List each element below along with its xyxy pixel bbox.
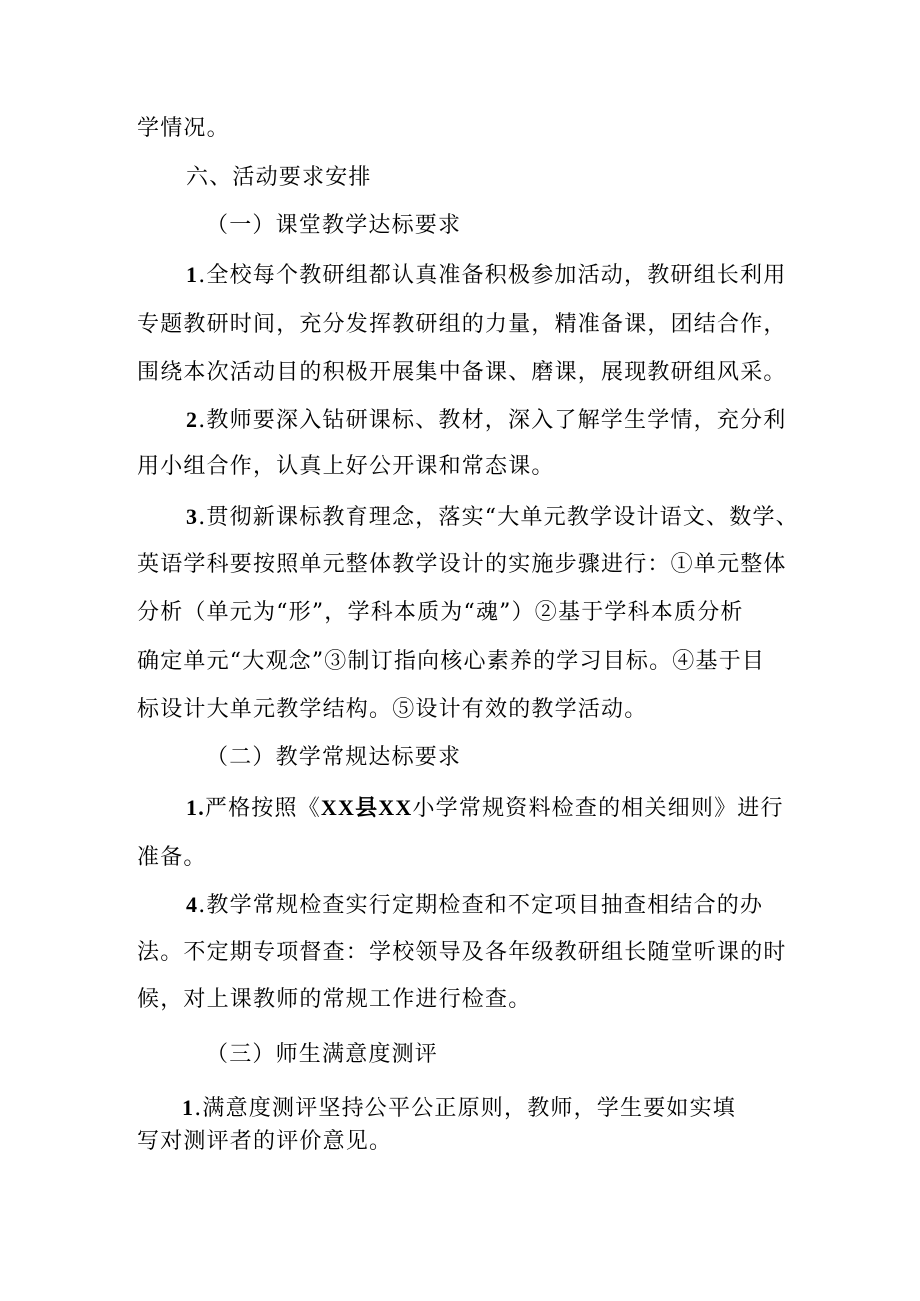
paragraph-line: [137, 550, 787, 580]
paragraph-line: [137, 843, 207, 873]
list-item-line: [186, 890, 763, 921]
paragraph-line: [137, 310, 787, 340]
paragraph-text: 用小组合作，认真上好公开课和常态课。: [137, 454, 555, 479]
list-item-line: [186, 793, 784, 824]
item-number: 2: [186, 407, 199, 432]
subsection-heading-text: （二）教学常规达标要求: [206, 745, 462, 770]
paragraph-text: 围绕本次活动目的积极开展集中备课、磨课，展现教研组风采。: [137, 360, 787, 385]
paragraph-text: .贯彻新课标教育理念，落实“大单元教学设计语文、数学、: [198, 505, 799, 530]
paragraph-text: .满意度测评坚持公平公正原则，教师，学生要如实填: [194, 1096, 736, 1121]
list-item-line: [186, 502, 799, 533]
paragraph-text: 小学常规资料检查的相关细则》进行: [412, 796, 784, 821]
paragraph-line: [137, 452, 555, 482]
item-number: 1: [186, 262, 199, 287]
item-number: 3: [186, 504, 199, 529]
subsection-heading: [206, 743, 461, 773]
paragraph-line: [137, 985, 531, 1015]
paragraph-text: 英语学科要按照单元整体教学设计的实施步骤进行：①单元整体: [137, 552, 787, 577]
paragraph-line: [137, 647, 765, 677]
item-number: 1.: [186, 795, 205, 820]
paragraph-text: 准备。: [137, 845, 207, 870]
paragraph-text: 确定单元“大观念”③制订指向核心素养的学习目标。④基于目: [137, 649, 766, 674]
paragraph-text: .教学常规检查实行定期检查和不定项目抽查相结合的办: [198, 893, 764, 918]
item-number: 1: [182, 1095, 195, 1120]
list-item-line: [182, 1093, 736, 1124]
paragraph-text: 专题教研时间，充分发挥教研组的力量，精准备课，团结合作，: [137, 312, 787, 337]
list-item-line: [186, 405, 786, 436]
paragraph-text: 分析（单元为“形”，学科本质为“魂”）②基于学科本质分析: [137, 600, 744, 625]
paragraph-line: [137, 358, 787, 388]
subsection-heading: [206, 1040, 438, 1070]
paragraph-text: 严格按照《: [204, 796, 321, 821]
paragraph-line: [137, 695, 647, 725]
section-heading-text: 六、活动要求安排: [186, 165, 372, 190]
paragraph-line: [137, 114, 230, 144]
paragraph-text: 标设计大单元教学结构。⑤设计有效的教学活动。: [137, 697, 648, 722]
paragraph-text: 学情况。: [137, 116, 230, 141]
paragraph-text: 法。不定期专项督查：学校领导及各年级教研组长随堂听课的时: [137, 940, 787, 965]
paragraph-text: .教师要深入钻研课标、教材，深入了解学生学情，充分利: [198, 408, 787, 433]
paragraph-text: .全校每个教研组都认真准备积极参加活动，教研组长利用: [198, 263, 787, 288]
paragraph-line: [137, 938, 787, 968]
list-item-line: [186, 260, 786, 291]
item-number: 4: [186, 892, 199, 917]
paragraph-line: [137, 1127, 392, 1157]
paragraph-text: 写对测评者的评价意见。: [137, 1129, 393, 1154]
bold-placeholder-text: XX县XX: [320, 795, 413, 820]
paragraph-line: [137, 598, 744, 628]
section-heading: [186, 163, 372, 193]
subsection-heading: [206, 211, 461, 241]
paragraph-text: 候，对上课教师的常规工作进行检查。: [137, 987, 532, 1012]
subsection-heading-text: （一）课堂教学达标要求: [206, 213, 462, 238]
subsection-heading-text: （三）师生满意度测评: [206, 1042, 439, 1067]
